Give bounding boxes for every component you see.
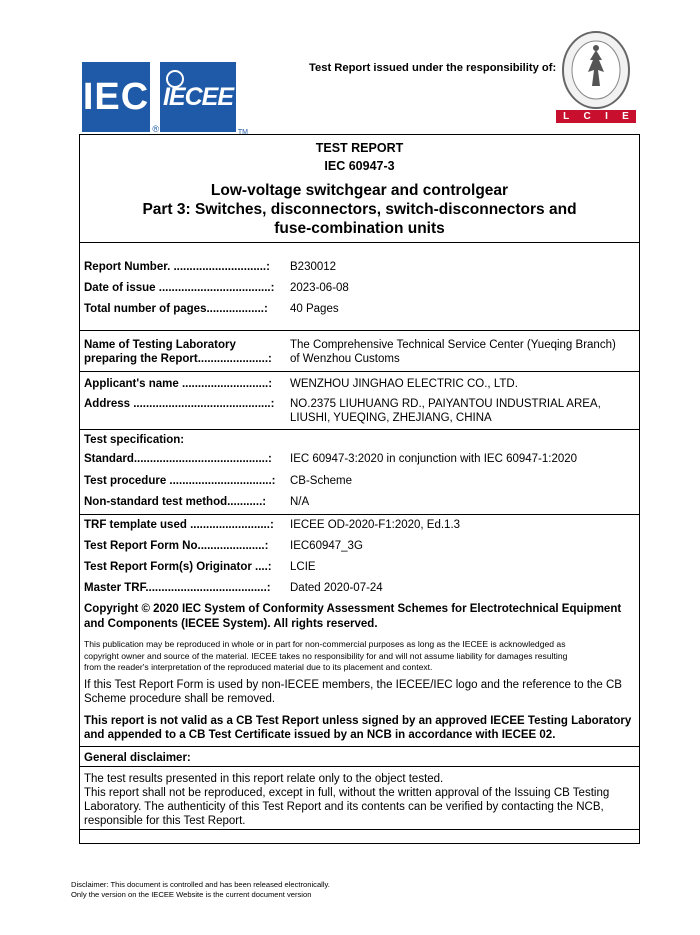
- footer-line: Only the version on the IECEE Website is the current document version: [71, 890, 312, 899]
- bureau-veritas-seal: [556, 30, 636, 110]
- report-title: TEST REPORT: [315, 141, 404, 155]
- lab-value-line: of Wenzhou Customs: [290, 353, 400, 365]
- non-member-note: [84, 678, 633, 706]
- report-info-section: [80, 242, 639, 315]
- disclaimer-line: This report shall not be reproduced, except in full, without the written approval of the Issuing CB Testing: [84, 787, 610, 799]
- registered-mark: ®: [152, 124, 159, 134]
- copyright-line: and Components (IECEE System). All rights reserved.: [84, 617, 378, 630]
- standard-title: IEC 60947-3: [324, 159, 395, 173]
- trf-template-label: TRF template used .........................:: [84, 519, 274, 531]
- lcie-letter: I: [605, 111, 608, 122]
- validity-statement: [84, 714, 633, 742]
- note-line: Scheme procedure shall be removed.: [84, 693, 276, 705]
- trf-form-label: Test Report Form No.....................:: [84, 540, 269, 552]
- applicant-label: Applicant's name ...........................:: [84, 378, 273, 390]
- notice-line: from the reader's interpretation of the reproduced material due to its placement and context.: [84, 662, 433, 672]
- report-frame: [79, 134, 640, 844]
- note-line: If this Test Report Form is used by non-IECEE members, the IECEE/IEC logo and the reference to the CB: [84, 679, 622, 691]
- lab-label-line: preparing the Report......................:: [84, 353, 272, 365]
- copyright-notice: [84, 639, 633, 674]
- address-label: Address ...........................................:: [84, 398, 275, 410]
- disclaimer-heading: General disclaimer:: [84, 752, 191, 764]
- address-line: LIUSHI, YUEQING, ZHEJIANG, CHINA: [290, 412, 492, 424]
- disclaimer-line: Laboratory. The authenticity of this Test Report and its contents can be verified by contacting the NCB,: [84, 801, 604, 813]
- copyright-line: Copyright © 2020 IEC System of Conformity Assessment Schemes for Electrotechnical Equipment: [84, 603, 622, 615]
- applicant-value: WENZHOU JINGHAO ELECTRIC CO., LTD.: [290, 378, 518, 390]
- disclaimer-line: The test results presented in this report relate only to the object tested.: [84, 773, 444, 785]
- report-number-value: B230012: [290, 261, 337, 273]
- lab-value-line: The Comprehensive Technical Service Center (Yueqing Branch): [290, 339, 616, 351]
- date-label: Date of issue ...................................:: [84, 282, 275, 294]
- pages-value: 40 Pages: [290, 303, 339, 315]
- master-trf-label: Master TRF......................................:: [84, 582, 271, 594]
- standard-label: Standard..........................................:: [84, 453, 272, 465]
- date-value: 2023-06-08: [290, 282, 349, 294]
- validity-line: This report is not valid as a CB Test Report unless signed by an approved IECEE Testing Laboratory: [84, 715, 632, 727]
- iec-logo: [82, 62, 159, 134]
- lab-section: [80, 330, 639, 365]
- copyright-statement: [84, 602, 633, 631]
- subtitle-line: Low-voltage switchgear and controlgear: [210, 182, 509, 199]
- disclaimer-line: responsible for this Test Report.: [84, 815, 246, 827]
- lab-value: [290, 338, 635, 366]
- disclaimer-body: [84, 772, 633, 828]
- title-block: [80, 139, 639, 238]
- frame-bottom-rule: [80, 829, 639, 830]
- report-subtitle: [80, 181, 639, 238]
- notice-line: This publication may be reproduced in whole or in part for non-commercial purposes as long as the IECEE is acknowledged as: [84, 639, 566, 649]
- address-line: NO.2375 LIUHUANG RD., PAIYANTOU INDUSTRIAL AREA,: [290, 398, 601, 410]
- lab-label-line: Name of Testing Laboratory: [84, 339, 236, 351]
- report-number-label: Report Number. .............................:: [84, 261, 270, 273]
- iec-logo-text: IEC: [82, 75, 150, 118]
- footer-line: Disclaimer: This document is controlled and has been released electronically.: [71, 880, 330, 889]
- disclaimer-body-section: [80, 766, 639, 827]
- trf-originator-label: Test Report Form(s) Originator ....:: [84, 561, 272, 573]
- trf-template-value: IECEE OD-2020-F1:2020, Ed.1.3: [290, 519, 461, 531]
- subtitle-line: fuse-combination units: [274, 220, 445, 237]
- subtitle-line: Part 3: Switches, disconnectors, switch-disconnectors and: [142, 201, 577, 218]
- standard-value: IEC 60947-3:2020 in conjunction with IEC 60947-1:2020: [290, 453, 578, 465]
- nonstd-label: Non-standard test method...........:: [84, 496, 267, 508]
- lcie-letter: L: [563, 111, 570, 122]
- disclaimer-section: [80, 746, 639, 764]
- iecee-mark-icon: [166, 70, 184, 88]
- master-trf-value: Dated 2020-07-24: [290, 582, 383, 594]
- responsibility-text: Test Report issued under the responsibility of:: [309, 62, 557, 74]
- iecee-logo: [160, 62, 248, 136]
- test-spec-section: [80, 429, 639, 508]
- procedure-value: CB-Scheme: [290, 475, 352, 487]
- validity-line: and appended to a CB Test Certificate issued by an NCB in accordance with IECEE 02.: [84, 729, 556, 741]
- page-footer: [71, 880, 330, 900]
- notice-line: copyright owner and source of the material. IECEE takes no responsibility for and will not assume liability for damages resulting: [84, 650, 568, 661]
- lcie-banner: [556, 110, 636, 123]
- lcie-letter: C: [583, 111, 591, 122]
- trf-form-value: IEC60947_3G: [290, 540, 363, 552]
- pages-label: Total number of pages..................:: [84, 303, 268, 315]
- address-value: [290, 397, 635, 425]
- procedure-label: Test procedure ................................:: [84, 475, 276, 487]
- trf-section: [80, 514, 639, 741]
- lab-label: [84, 338, 280, 366]
- lcie-letter: E: [622, 111, 629, 122]
- nonstd-value: N/A: [290, 496, 310, 508]
- test-spec-heading: Test specification:: [84, 434, 185, 446]
- trf-originator-value: LCIE: [290, 561, 316, 573]
- bureau-veritas-seal-icon: [556, 30, 636, 110]
- iecee-logo-text: IECEE: [162, 82, 234, 111]
- applicant-section: [80, 371, 639, 424]
- trademark-mark: TM: [237, 129, 248, 136]
